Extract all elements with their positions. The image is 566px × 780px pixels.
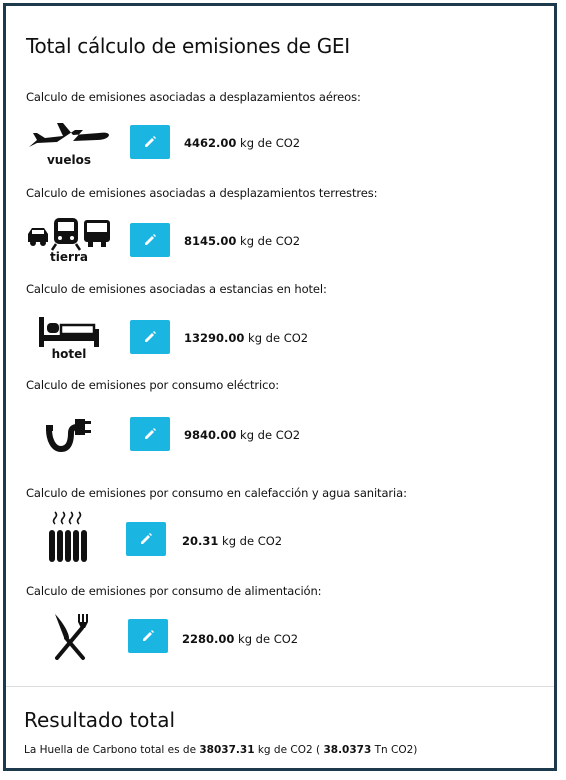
hotel-caption: hotel	[51, 347, 87, 361]
result-title: Resultado total	[24, 708, 176, 732]
hotel-label: Calculo de emisiones asociadas a estancias en hotel:	[26, 282, 327, 296]
pencil-icon	[143, 427, 157, 441]
electric-label: Calculo de emisiones por consumo eléctrico:	[26, 378, 280, 392]
flights-label: Calculo de emisiones asociadas a desplazamientos aéreos:	[26, 90, 361, 104]
knife-fork-icon	[49, 612, 89, 660]
heating-icon-box	[24, 508, 114, 568]
hotel-bed-icon	[37, 315, 101, 349]
food-icon-box	[24, 606, 114, 666]
ground-value: 8145.00 kg de CO2	[184, 234, 301, 248]
ground-transport-icon	[26, 216, 112, 252]
ground-label: Calculo de emisiones asociadas a desplazamientos terrestres:	[26, 186, 378, 200]
hotel-icon-box	[24, 308, 114, 368]
page-title: Total cálculo de emisiones de GEI	[26, 34, 350, 58]
airplane-icon	[27, 121, 111, 155]
electric-plug-icon	[45, 409, 93, 455]
radiator-icon	[45, 510, 93, 566]
food-value: 2280.00 kg de CO2	[182, 632, 299, 646]
emissions-panel	[3, 3, 557, 771]
ground-caption: tierra	[50, 250, 88, 264]
edit-hotel-button[interactable]	[130, 320, 170, 354]
pencil-icon	[143, 233, 157, 247]
heating-label: Calculo de emisiones por consumo en calefacción y agua sanitaria:	[26, 486, 407, 500]
flights-caption: vuelos	[46, 153, 91, 167]
divider	[6, 686, 554, 687]
flights-icon-box	[24, 114, 114, 174]
electric-value: 9840.00 kg de CO2	[184, 428, 301, 442]
ground-icon-box	[24, 210, 114, 270]
food-label: Calculo de emisiones por consumo de alimentación:	[26, 584, 322, 598]
result-summary: La Huella de Carbono total es de 38037.31 kg de CO2 ( 38.0373 Tn CO2)	[24, 744, 418, 756]
heating-value: 20.31 kg de CO2	[182, 534, 283, 548]
electric-icon-box	[24, 402, 114, 462]
pencil-icon	[143, 135, 157, 149]
edit-heating-button[interactable]	[126, 522, 166, 556]
edit-flights-button[interactable]	[130, 125, 170, 159]
flights-value: 4462.00 kg de CO2	[184, 136, 301, 150]
edit-food-button[interactable]	[128, 619, 168, 653]
pencil-icon	[141, 629, 155, 643]
pencil-icon	[139, 532, 153, 546]
edit-ground-button[interactable]	[130, 223, 170, 257]
edit-electric-button[interactable]	[130, 417, 170, 451]
hotel-value: 13290.00 kg de CO2	[184, 331, 309, 345]
pencil-icon	[143, 330, 157, 344]
